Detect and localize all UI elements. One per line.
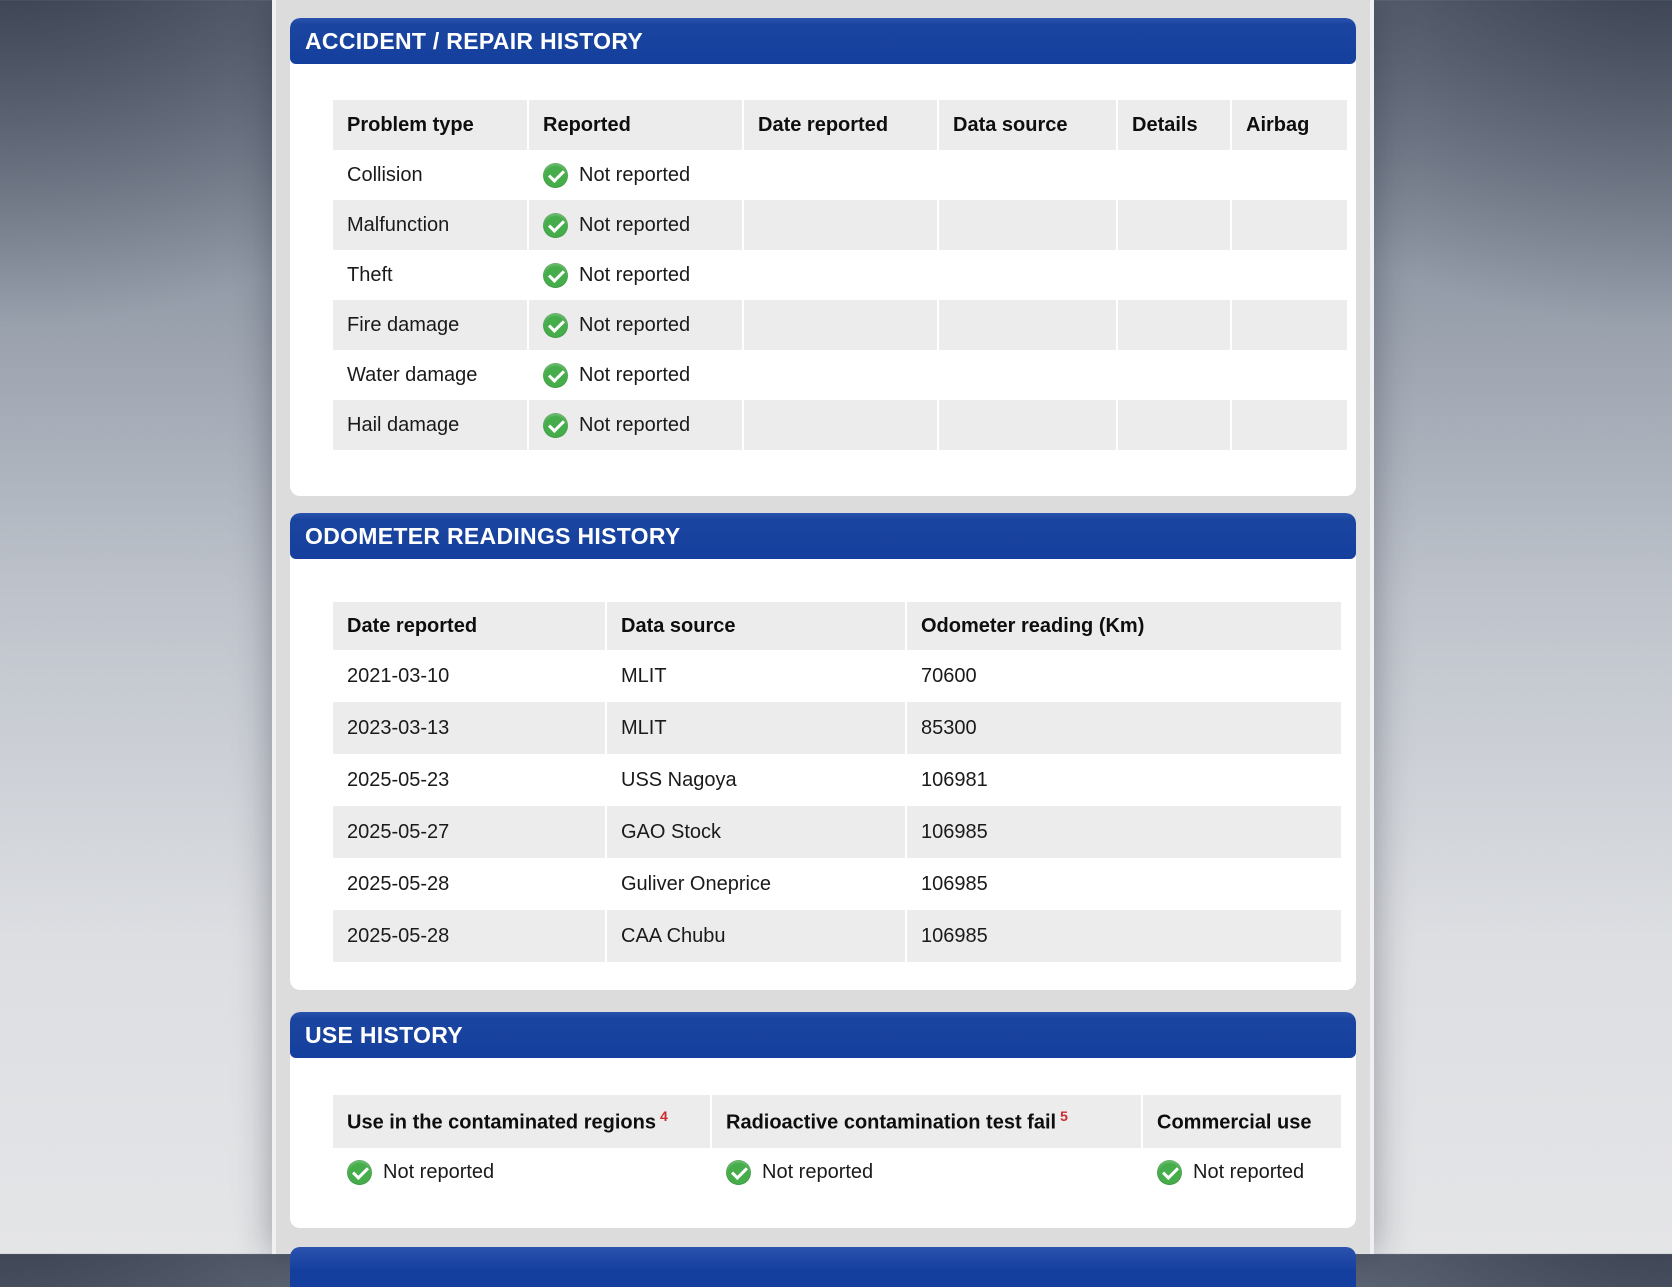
empty-cell bbox=[1232, 200, 1347, 250]
use-table-wrap bbox=[331, 1095, 1356, 1196]
status-text: Not reported bbox=[579, 363, 691, 386]
odometer-readings-history-section bbox=[290, 513, 1356, 990]
problem-type-cell: Collision bbox=[347, 163, 423, 186]
accident-header-row bbox=[333, 100, 1347, 150]
check-circle-icon bbox=[543, 213, 568, 238]
empty-cell bbox=[939, 350, 1116, 400]
empty-cell bbox=[939, 400, 1116, 450]
empty-cell bbox=[939, 200, 1116, 250]
empty-cell bbox=[744, 400, 937, 450]
col-date-reported: Date reported bbox=[744, 100, 937, 150]
col-details: Details bbox=[1118, 100, 1230, 150]
source-cell: USS Nagoya bbox=[621, 768, 737, 791]
reported-cell bbox=[529, 250, 742, 300]
table-row bbox=[333, 400, 1347, 450]
use-history-table bbox=[331, 1095, 1343, 1196]
status-text: Not reported bbox=[579, 213, 691, 236]
use-section-title: USE HISTORY bbox=[305, 1021, 463, 1048]
accident-table bbox=[331, 100, 1349, 450]
reading-cell: 85300 bbox=[907, 702, 1341, 754]
col-odometer-reading: Odometer reading (Km) bbox=[907, 602, 1341, 650]
col-problem-type: Problem type bbox=[333, 100, 527, 150]
empty-cell bbox=[1118, 250, 1230, 300]
reported-cell bbox=[529, 150, 742, 200]
table-row bbox=[333, 300, 1347, 350]
reported-cell bbox=[529, 350, 742, 400]
odometer-header-row bbox=[333, 602, 1341, 650]
empty-cell bbox=[1118, 150, 1230, 200]
next-section-bar bbox=[290, 1247, 1356, 1287]
col-commercial-use: Commercial use bbox=[1143, 1095, 1341, 1148]
footnote-ref: 4 bbox=[659, 1108, 668, 1125]
table-row bbox=[333, 806, 1341, 858]
source-cell: GAO Stock bbox=[607, 806, 905, 858]
accident-section-title: ACCIDENT / REPAIR HISTORY bbox=[305, 27, 644, 54]
table-row bbox=[333, 150, 1347, 200]
empty-cell bbox=[1118, 350, 1230, 400]
status-text: Not reported bbox=[579, 413, 691, 436]
check-circle-icon bbox=[1157, 1160, 1182, 1185]
date-cell: 2025-05-27 bbox=[333, 806, 605, 858]
status-text: Not reported bbox=[579, 313, 691, 336]
check-circle-icon bbox=[543, 413, 568, 438]
footnote-ref: 5 bbox=[1060, 1108, 1068, 1125]
check-circle-icon bbox=[543, 163, 568, 188]
empty-cell bbox=[744, 250, 937, 300]
date-cell: 2025-05-28 bbox=[333, 910, 605, 962]
date-cell: 2025-05-23 bbox=[347, 768, 450, 791]
status-text: Not reported bbox=[579, 163, 691, 186]
table-row bbox=[333, 858, 1341, 910]
table-row bbox=[333, 200, 1347, 250]
empty-cell bbox=[1232, 150, 1347, 200]
odometer-table bbox=[331, 602, 1343, 962]
reading-cell: 106981 bbox=[921, 768, 988, 791]
accident-section-header bbox=[290, 18, 1356, 64]
empty-cell bbox=[744, 200, 937, 250]
use-status-row bbox=[333, 1148, 1341, 1196]
use-history-section bbox=[290, 1012, 1356, 1228]
col-data-source: Data source bbox=[607, 602, 905, 650]
use-header-row bbox=[333, 1095, 1341, 1148]
col-date-reported: Date reported bbox=[333, 602, 605, 650]
use-section-header bbox=[290, 1012, 1356, 1058]
col-reported: Reported bbox=[529, 100, 742, 150]
reported-cell bbox=[529, 200, 742, 250]
empty-cell bbox=[744, 150, 937, 200]
check-circle-icon bbox=[543, 363, 568, 388]
empty-cell bbox=[1118, 400, 1230, 450]
status-text: Not reported bbox=[383, 1160, 495, 1183]
check-circle-icon bbox=[726, 1160, 751, 1185]
status-text: Not reported bbox=[1193, 1160, 1305, 1183]
col-radioactive-test: Radioactive contamination test fail $^5$ bbox=[712, 1095, 1141, 1148]
problem-type-cell: Hail damage bbox=[333, 400, 527, 450]
col-data-source: Data source bbox=[939, 100, 1116, 150]
status-cell bbox=[1143, 1148, 1341, 1196]
col-airbag: Airbag bbox=[1232, 100, 1347, 150]
source-cell: MLIT bbox=[607, 702, 905, 754]
status-text: Not reported bbox=[579, 263, 691, 286]
empty-cell bbox=[939, 150, 1116, 200]
status-text: Not reported bbox=[762, 1160, 874, 1183]
source-cell: CAA Chubu bbox=[607, 910, 905, 962]
empty-cell bbox=[1232, 350, 1347, 400]
col-contaminated-regions: Use in the contaminated regions $^4$ bbox=[333, 1095, 710, 1148]
table-row bbox=[333, 702, 1341, 754]
empty-cell bbox=[1232, 250, 1347, 300]
check-circle-icon bbox=[347, 1160, 372, 1185]
problem-type-cell: Theft bbox=[347, 263, 393, 286]
empty-cell bbox=[1118, 300, 1230, 350]
odometer-table-wrap bbox=[331, 602, 1356, 962]
empty-cell bbox=[744, 350, 937, 400]
table-row bbox=[333, 250, 1347, 300]
table-row bbox=[333, 910, 1341, 962]
date-cell: 2023-03-13 bbox=[333, 702, 605, 754]
empty-cell bbox=[1232, 400, 1347, 450]
empty-cell bbox=[939, 250, 1116, 300]
reading-cell: 106985 bbox=[907, 910, 1341, 962]
status-cell bbox=[333, 1148, 710, 1196]
reading-cell: 106985 bbox=[921, 872, 988, 895]
status-cell bbox=[712, 1148, 1141, 1196]
report-page bbox=[272, 0, 1374, 1254]
problem-type-cell: Malfunction bbox=[333, 200, 527, 250]
reading-cell: 70600 bbox=[921, 664, 977, 687]
accident-repair-history-section bbox=[290, 18, 1356, 496]
accident-table-wrap bbox=[331, 100, 1356, 450]
problem-type-cell: Water damage bbox=[347, 363, 478, 386]
table-row bbox=[333, 650, 1341, 702]
date-cell: 2025-05-28 bbox=[347, 872, 450, 895]
odometer-section-title: ODOMETER READINGS HISTORY bbox=[305, 522, 681, 549]
empty-cell bbox=[1232, 300, 1347, 350]
reported-cell bbox=[529, 300, 742, 350]
problem-type-cell: Fire damage bbox=[333, 300, 527, 350]
reading-cell: 106985 bbox=[907, 806, 1341, 858]
table-row bbox=[333, 350, 1347, 400]
source-cell: Guliver Oneprice bbox=[621, 872, 772, 895]
reported-cell bbox=[529, 400, 742, 450]
empty-cell bbox=[939, 300, 1116, 350]
odometer-section-header bbox=[290, 513, 1356, 559]
check-circle-icon bbox=[543, 263, 568, 288]
date-cell: 2021-03-10 bbox=[347, 664, 450, 687]
empty-cell bbox=[1118, 200, 1230, 250]
source-cell: MLIT bbox=[621, 664, 667, 687]
table-row bbox=[333, 754, 1341, 806]
check-circle-icon bbox=[543, 313, 568, 338]
empty-cell bbox=[744, 300, 937, 350]
